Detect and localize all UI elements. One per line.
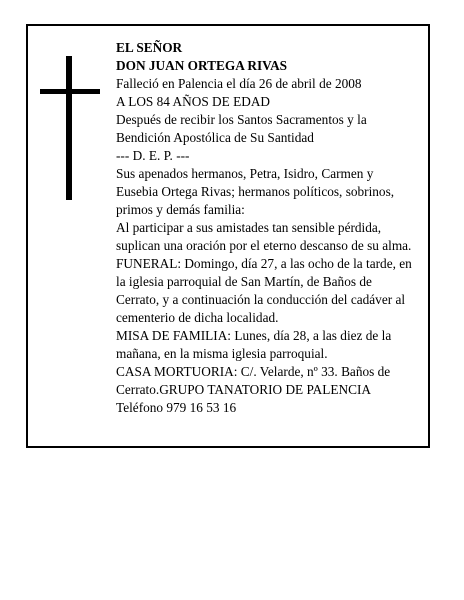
notice-line-sacraments-1: Después de recibir los Santos Sacramentos y la bbox=[116, 112, 367, 127]
notice-line-family-2: Eusebia Ortega Rivas; hermanos políticos, sobrinos, bbox=[116, 184, 395, 199]
latin-cross-icon bbox=[40, 56, 100, 200]
notice-line-sacraments-2: Bendición Apostólica de Su Santidad bbox=[116, 130, 314, 145]
notice-line-house-2: Cerrato.GRUPO TANATORIO DE PALENCIA bbox=[116, 382, 372, 397]
notice-text bbox=[116, 39, 428, 417]
notice-line-age: A LOS 84 AÑOS DE EDAD bbox=[116, 94, 271, 109]
obituary-notice bbox=[26, 24, 430, 448]
notice-line-family-1: Sus apenados hermanos, Petra, Isidro, Carmen y bbox=[116, 166, 374, 181]
notice-line-funeral-3: Cerrato, y a continuación la conducción del cadáver al bbox=[116, 292, 406, 307]
cross-horizontal-bar bbox=[40, 89, 100, 94]
notice-line-prayer-2: suplican una oración por el eterno descanso de su alma. bbox=[116, 238, 412, 253]
notice-line-mass-2: mañana, en la misma iglesia parroquial. bbox=[116, 346, 328, 361]
notice-line-rip: --- D. E. P. --- bbox=[116, 148, 190, 163]
notice-line-phone: Teléfono 979 16 53 16 bbox=[116, 400, 237, 415]
notice-line-death-date: Falleció en Palencia el día 26 de abril de 2008 bbox=[116, 76, 362, 91]
notice-line-mass-1: MISA DE FAMILIA: Lunes, día 28, a las diez de la bbox=[116, 328, 392, 343]
notice-line-name: DON JUAN ORTEGA RIVAS bbox=[116, 58, 288, 73]
notice-line-funeral-4: cementerio de dicha localidad. bbox=[116, 310, 279, 325]
notice-line-funeral-1: FUNERAL: Domingo, día 27, a las ocho de la tarde, en bbox=[116, 256, 412, 271]
notice-line-house-1: CASA MORTUORIA: C/. Velarde, nº 33. Baños de bbox=[116, 364, 391, 379]
notice-line-title: EL SEÑOR bbox=[116, 40, 183, 55]
notice-line-funeral-2: la iglesia parroquial de San Martín, de Baños de bbox=[116, 274, 372, 289]
notice-line-family-3: primos y demás familia: bbox=[116, 202, 245, 217]
notice-line-prayer-1: Al participar a sus amistades tan sensible pérdida, bbox=[116, 220, 382, 235]
cross-vertical-bar bbox=[66, 56, 72, 200]
